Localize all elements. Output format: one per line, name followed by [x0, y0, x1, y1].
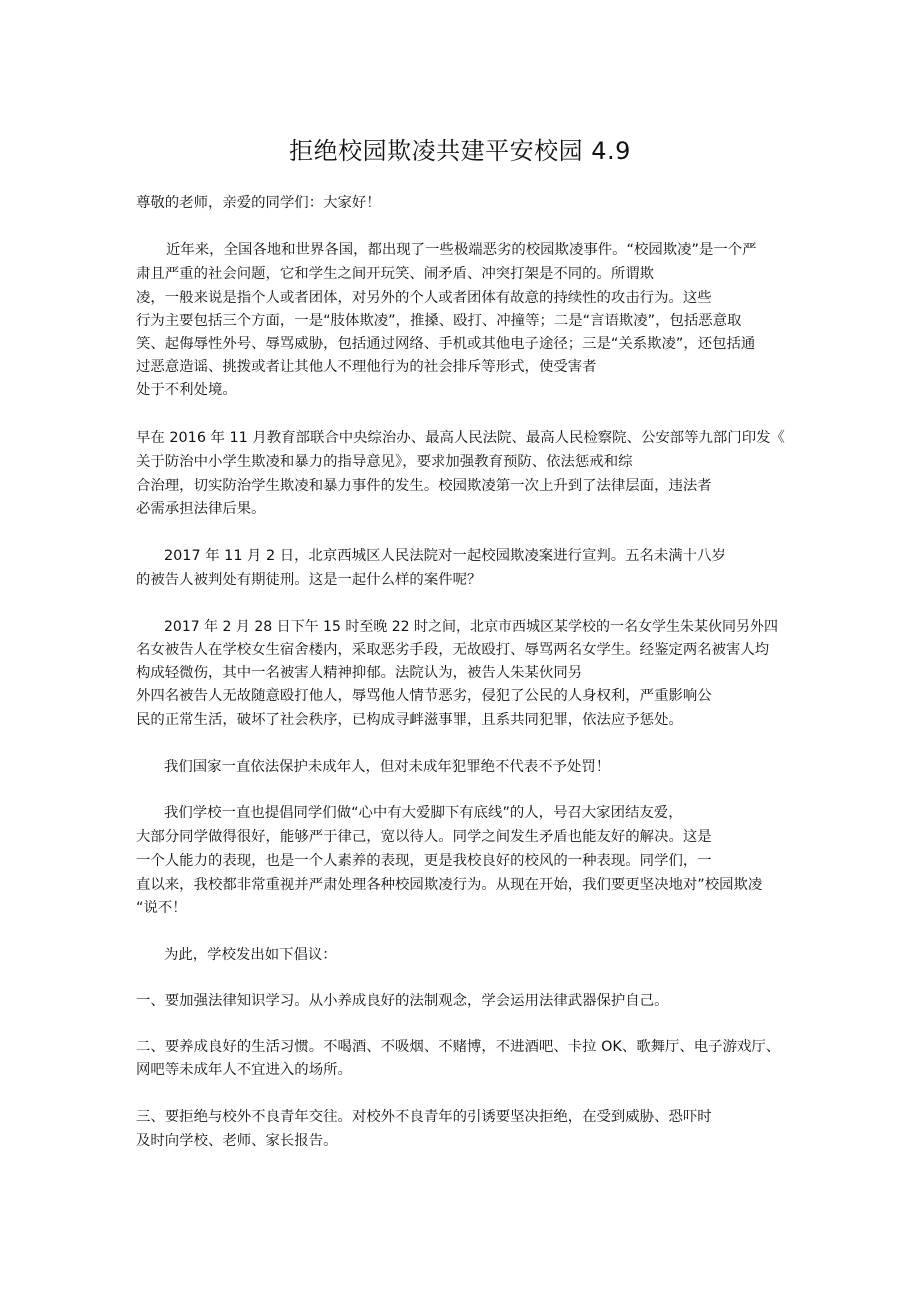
paragraph-1-line-4: 行为主要包括三个方面，一是“肢体欺凌”，推搡、殴打、冲撞等；二是“言语欺凌”，包括恶意取 — [136, 313, 742, 329]
proposal-item-2-line-2: 网吧等未成年人不宜进入的场所。 — [136, 1062, 352, 1078]
paragraph-2-line-4: 必需承担法律后果。 — [136, 501, 266, 517]
paragraph-3-line-2: 的被告人被判处有期徒刑。这是一起什么样的案件呢？ — [136, 572, 482, 588]
paragraph-6-line-5: “说不！ — [136, 900, 187, 916]
paragraph-1-line-1: 近年来，全国各地和世界各国，都出现了一些极端恶劣的校园欺凌事件。“校园欺凌”是一个严 — [166, 242, 757, 258]
paragraph-1-line-3: 凌，一般来说是指个人或者团体，对另外的个人或者团体有故意的持续性的攻击行为。这些 — [136, 290, 712, 306]
paragraph-4-line-1: 2017 年 2 月 28 日下午 15 时至晚 22 时之间，北京市西城区某学校的一名女学生朱某伙同另外四 — [164, 619, 779, 635]
paragraph-2-line-2: 关于防治中小学生欺凌和暴力的指导意见》，要求加强教育预防、依法惩戒和综 — [136, 454, 633, 470]
proposal-item-2-line-1: 二、要养成良好的生活习惯。不喝酒、不吸烟、不赌博，不进酒吧、卡拉 OK、歌舞厅、电子游戏厅、 — [136, 1039, 781, 1055]
paragraph-1-line-7: 处于不利处境。 — [136, 382, 237, 398]
proposal-item-1: 一、要加强法律知识学习。从小养成良好的法制观念，学会运用法律武器保护自己。 — [136, 993, 669, 1009]
paragraph-1-line-2: 肃且严重的社会问题，它和学生之间开玩笑、闹矛盾、冲突打架是不同的。所谓欺 — [136, 266, 655, 282]
page-title: 拒绝校园欺凌共建平安校园 4.9 — [289, 137, 631, 165]
paragraph-2-line-3: 合治理，切实防治学生欺凌和暴力事件的发生。校园欺凌第一次上升到了法律层面，违法者 — [136, 478, 712, 494]
greeting: 尊敬的老师，亲爱的同学们：大家好！ — [136, 195, 381, 211]
paragraph-6-line-1: 我们学校一直也提倡同学们做“心中有大爱脚下有底线”的人，号召大家团结友爱， — [164, 805, 683, 821]
proposal-item-3-line-2: 及时向学校、老师、家长报告。 — [136, 1133, 338, 1149]
paragraph-4-line-4: 外四名被告人无故随意殴打他人，辱骂他人情节恶劣，侵犯了公民的人身权利，严重影响公 — [136, 688, 712, 704]
paragraph-4-line-3: 构成轻微伤，其中一名被害人精神抑郁。法院认为，被告人朱某伙同另 — [136, 665, 583, 681]
paragraph-7: 为此，学校发出如下倡议： — [164, 947, 337, 963]
paragraph-6-line-3: 一个人能力的表现，也是一个人素养的表现，更是我校良好的校风的一种表现。同学们，一 — [136, 853, 712, 869]
paragraph-1-line-6: 过恶意造谣、挑拨或者让其他人不理他行为的社会排斥等形式，使受害者 — [136, 359, 597, 375]
proposal-item-3-line-1: 三、要拒绝与校外不良青年交往。对校外不良青年的引诱要坚决拒绝，在受到威胁、恐吓时 — [136, 1109, 712, 1125]
paragraph-1-line-5: 笑、起侮辱性外号、辱骂威胁，包括通过网络、手机或其他电子途径；三是“关系欺凌”，还包括通 — [136, 336, 756, 352]
paragraph-2-line-1: 早在 2016 年 11 月教育部联合中央综治办、最高人民法院、最高人民检察院、公安部等九部门印发《 — [136, 430, 785, 446]
paragraph-4-line-5: 民的正常生活，破坏了社会秩序，已构成寻衅滋事罪，且系共同犯罪，依法应予惩处。 — [136, 712, 683, 728]
paragraph-5: 我们国家一直依法保护未成年人，但对未成年犯罪绝不代表不予处罚！ — [164, 759, 611, 775]
paragraph-6-line-4: 直以来，我校都非常重视并严肃处理各种校园欺凌行为。从现在开始，我们要更坚决地对”校园欺凌 — [136, 877, 763, 893]
paragraph-6-line-2: 大部分同学做得很好，能够严于律己，宽以待人。同学之间发生矛盾也能友好的解决。这是 — [136, 829, 712, 845]
paragraph-4-line-2: 名女被告人在学校女生宿舍楼内，采取恶劣手段，无故殴打、辱骂两名女学生。经鉴定两名被害人均 — [136, 642, 770, 658]
paragraph-3-line-1: 2017 年 11 月 2 日，北京西城区人民法院对一起校园欺凌案进行宣判。五名未满十八岁 — [164, 548, 726, 564]
